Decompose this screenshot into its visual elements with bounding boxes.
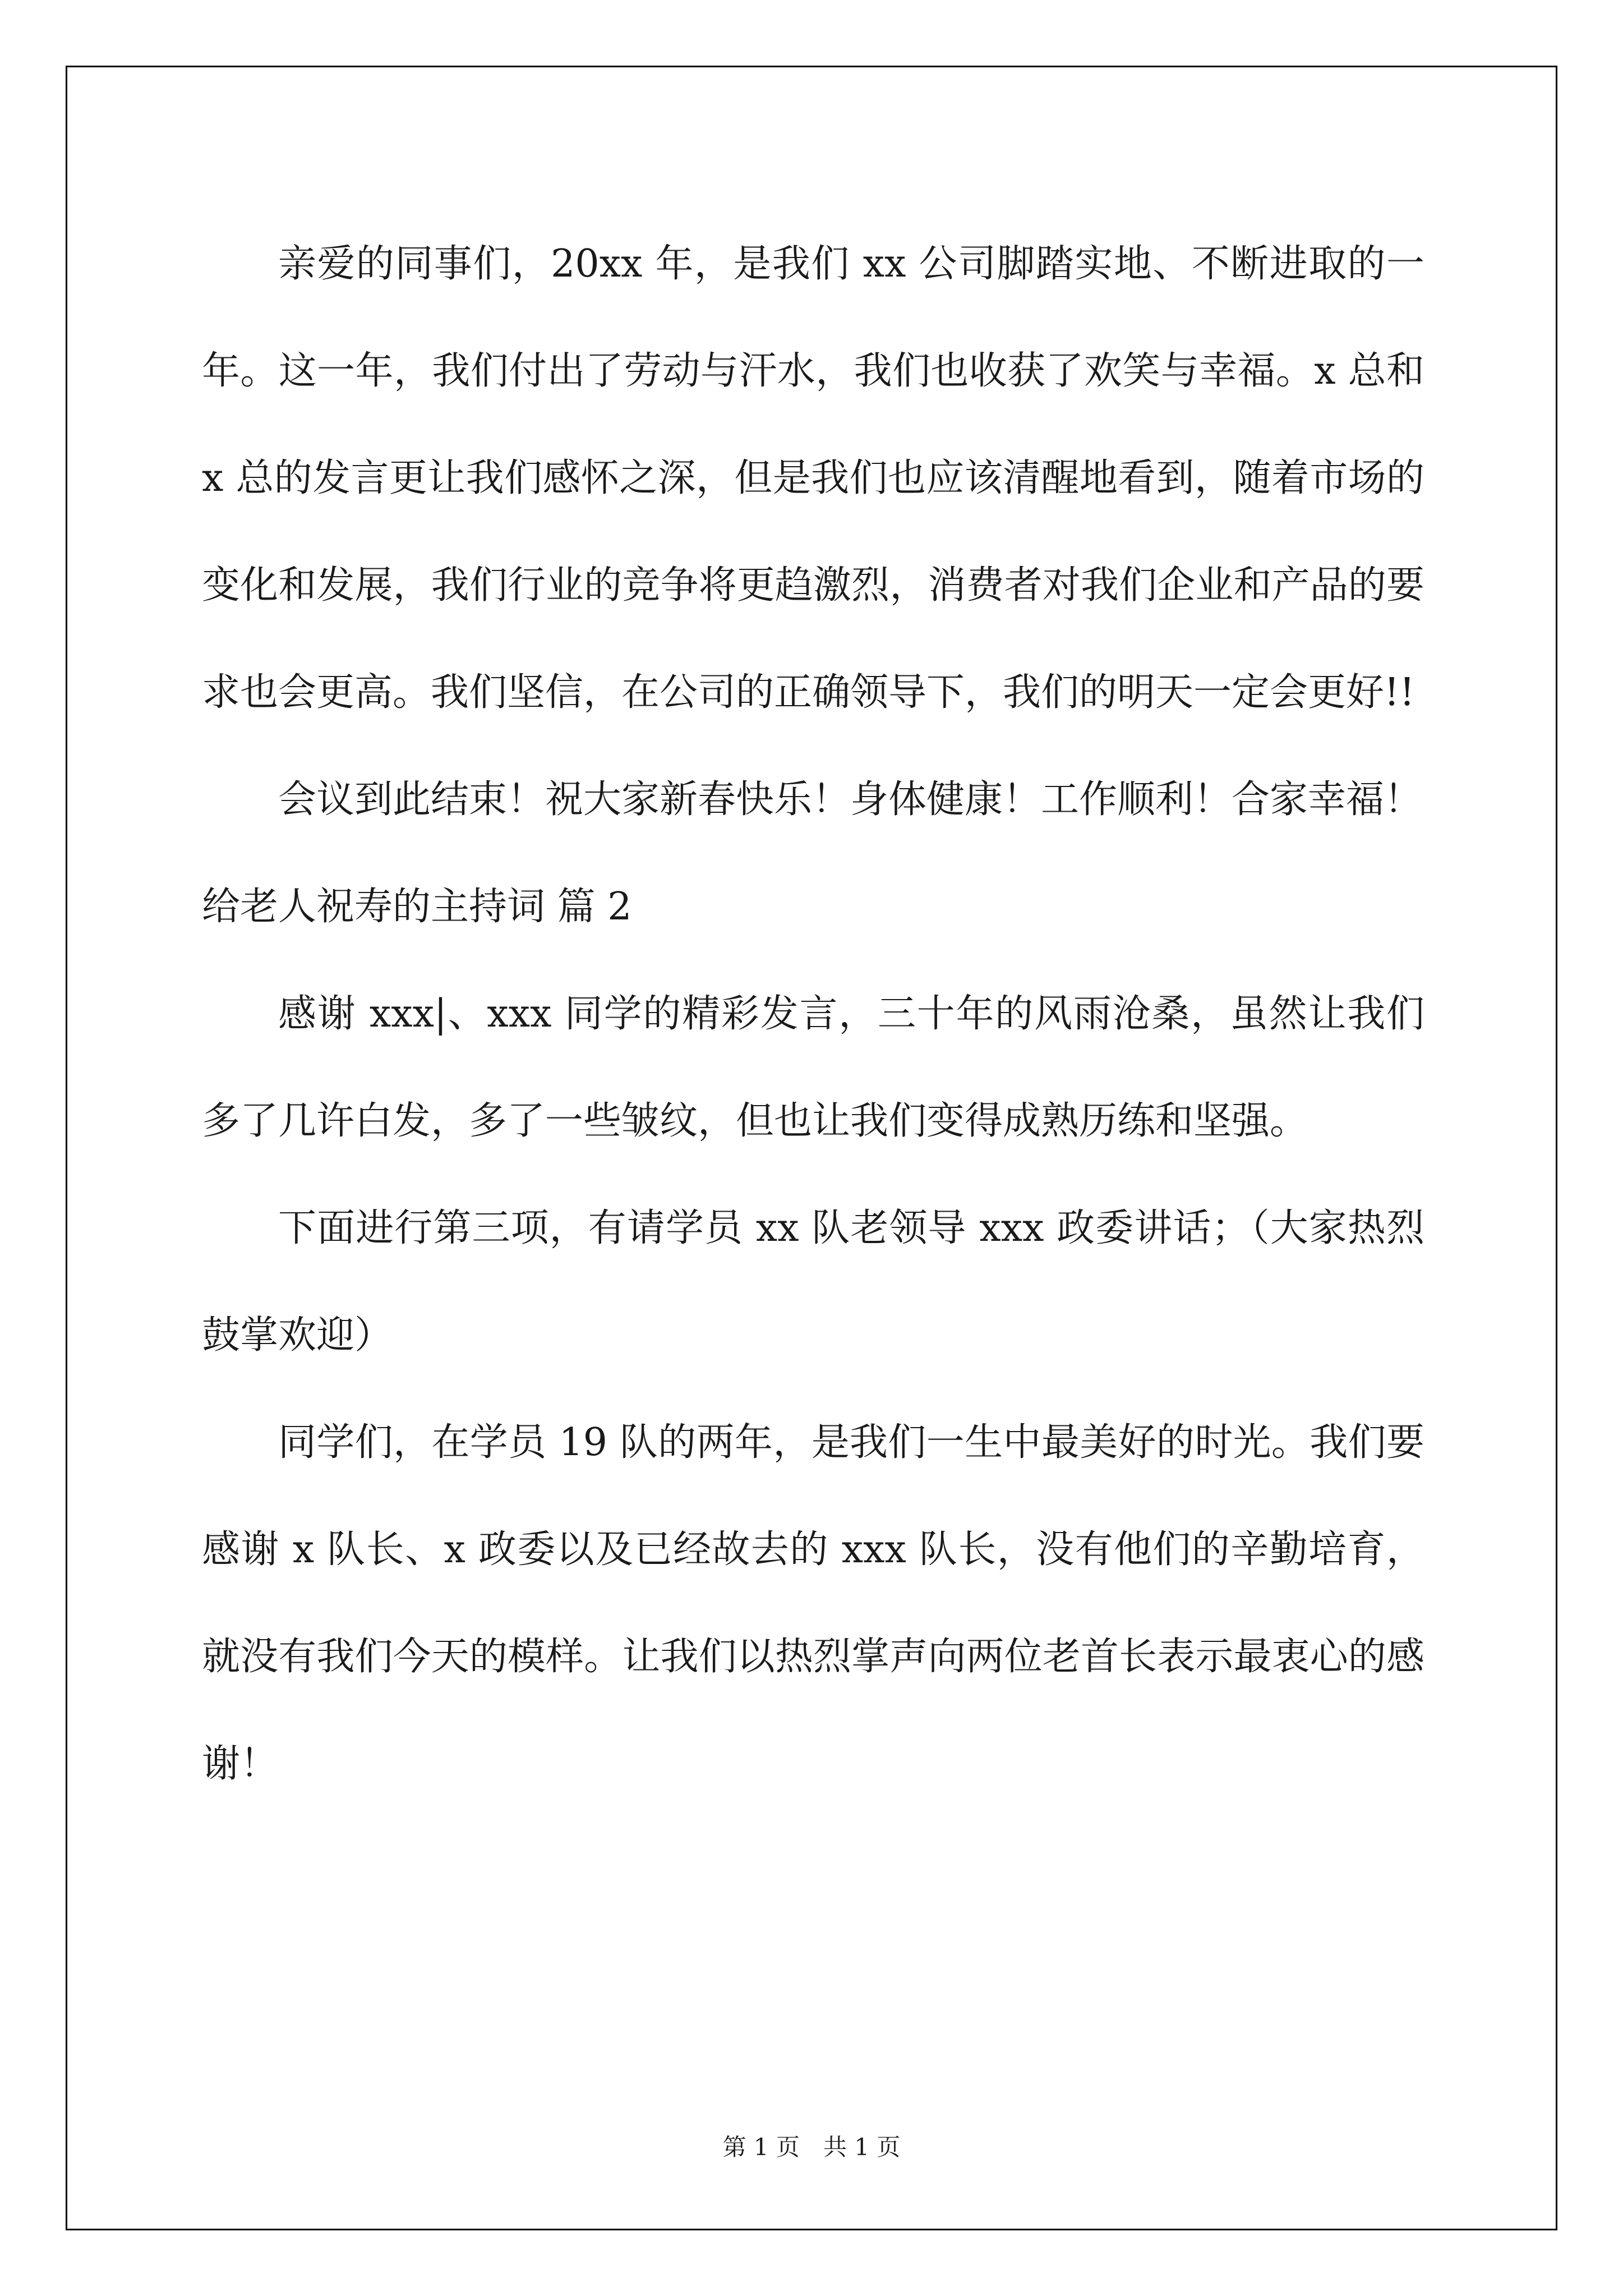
paragraph-thanks: 感谢 xxx|、xxx 同学的精彩发言，三十年的风雨沧桑，虽然让我们多了几许白发，多了一些皱纹，但也让我们变得成熟历练和坚强。 [202, 992, 1424, 1143]
paragraph-third-item: 下面进行第三项，有请学员 xx 队老领导 xxx 政委讲话；（大家热烈鼓掌欢迎） [202, 1206, 1424, 1358]
paragraph-closing-remarks: 亲爱的同事们，20xx 年，是我们 xx 公司脚踏实地、不断进取的一年。这一年，我们付出了劳动与汗水，我们也收获了欢笑与幸福。x 总和 x 总的发言更让我们感怀之深，但是我们也应该清醒地看到，随着市场的变化和发展，我们行业的竞争将更趋激烈，消费者对我们企业和产品的要求也会更高。我们坚信，在公司的正确领导下，我们的明天一定会更好!! [202, 242, 1424, 715]
document-body [202, 210, 1424, 1818]
paragraph-gratitude: 同学们，在学员 19 队的两年，是我们一生中最美好的时光。我们要感谢 x 队长、x 政委以及已经故去的 xxx 队长，没有他们的辛勤培育，就没有我们今天的模样。让我们以热烈掌声向两位老首长表示最衷心的感谢！ [202, 1420, 1424, 1786]
section-heading: 给老人祝寿的主持词 篇 2 [202, 885, 632, 929]
page-number-footer: 第 1 页 共 1 页 [722, 2133, 901, 2161]
paragraph-meeting-end: 会议到此结束！祝大家新春快乐！身体健康！工作顺利！合家幸福！ [278, 777, 1423, 822]
